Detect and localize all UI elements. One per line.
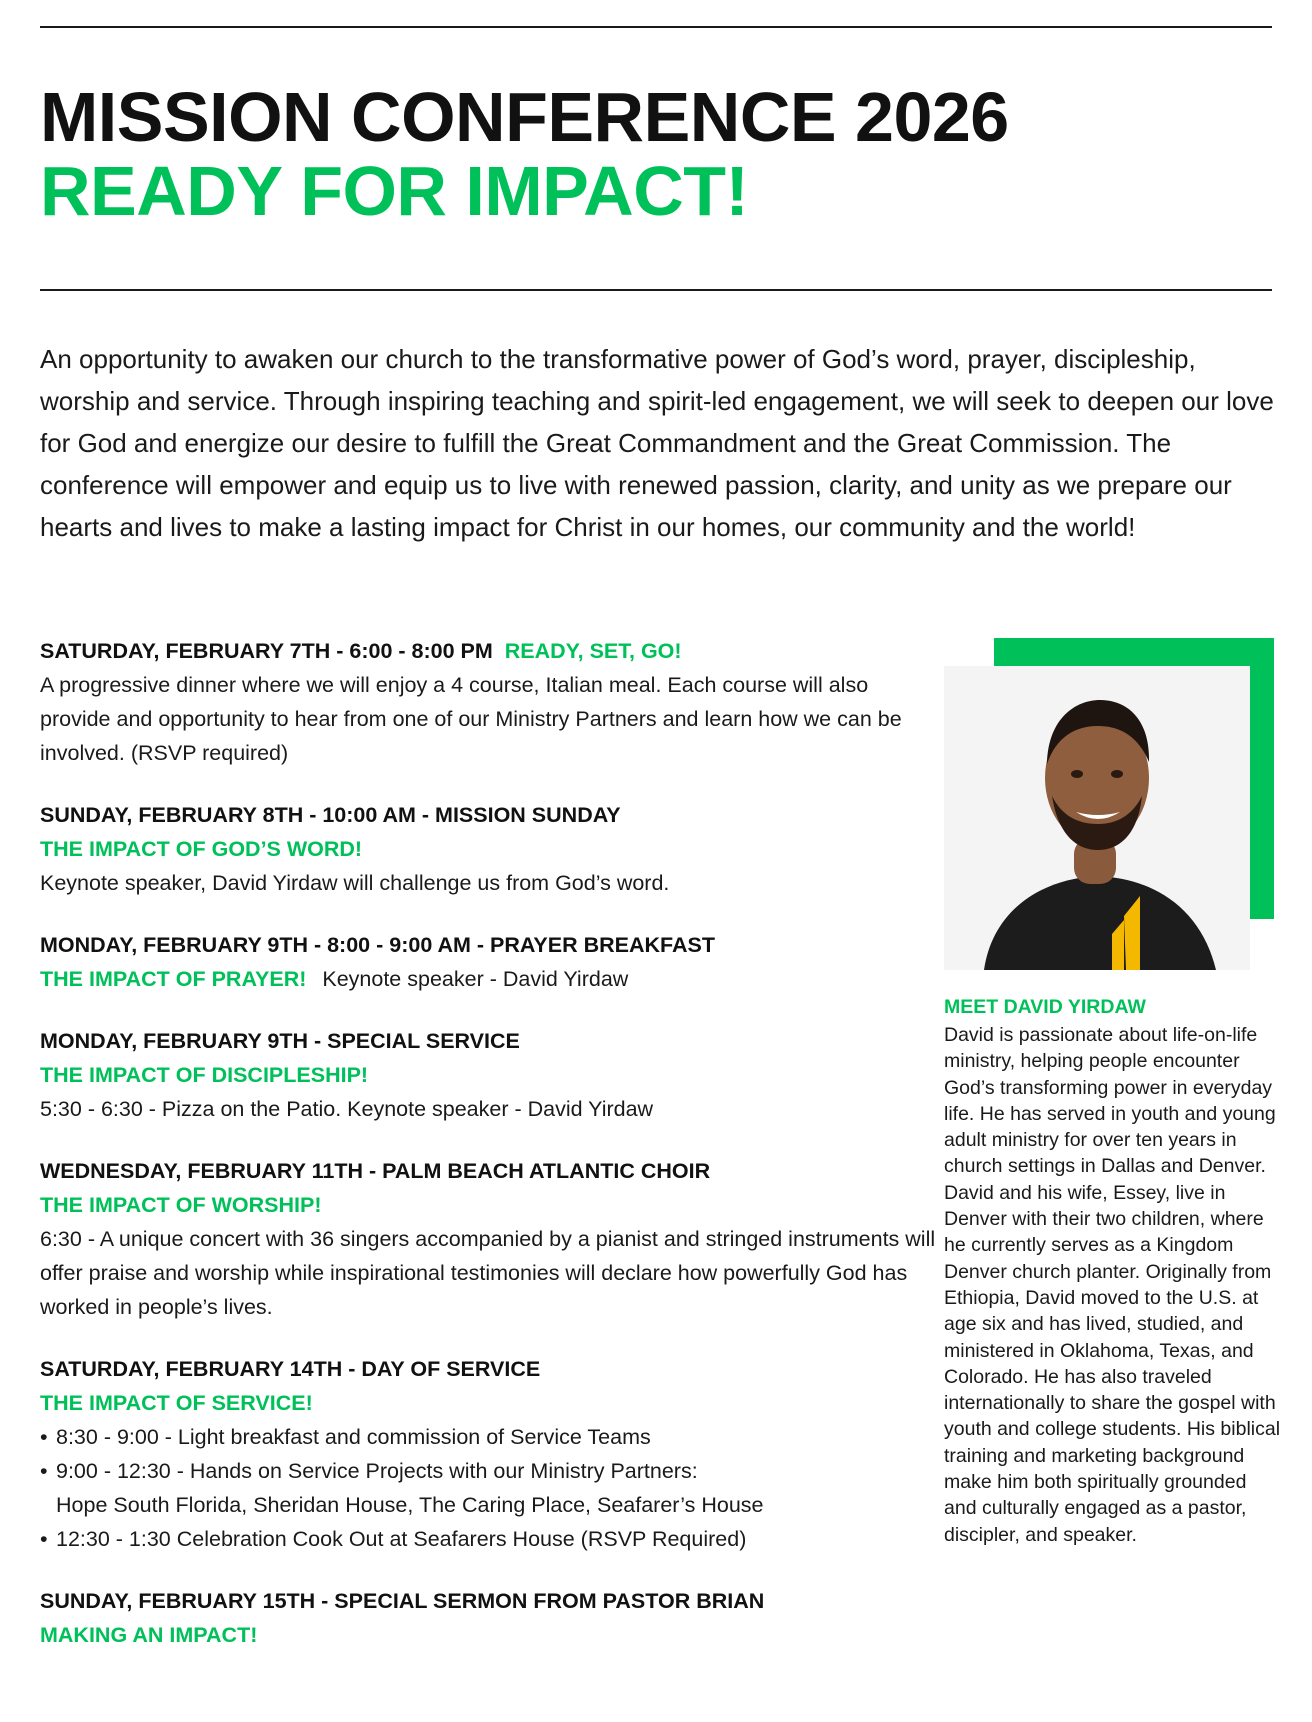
- event-item: [40, 1024, 940, 1126]
- event-description: Keynote speaker, David Yirdaw will challenge us from God’s word.: [40, 871, 670, 895]
- event-theme: THE IMPACT OF GOD’S WORD!: [40, 837, 363, 861]
- event-item: [40, 1584, 940, 1652]
- event-description: 6:30 - A unique concert with 36 singers accompanied by a pianist and stringed instruments will offer praise and worship while inspirational testimonies will declare how powerfully God has worked in people’s lives.: [40, 1227, 936, 1319]
- event-item: [40, 1352, 940, 1556]
- speaker-portrait-illustration: [944, 666, 1250, 970]
- list-item: • 12:30 - 1:30 Celebration Cook Out at Seafarers House (RSVP Required): [40, 1527, 747, 1551]
- speaker-photo: [944, 666, 1250, 970]
- event-item: [40, 634, 940, 770]
- event-theme: THE IMPACT OF PRAYER!: [40, 967, 307, 991]
- event-heading: SUNDAY, FEBRUARY 15TH - SPECIAL SERMON FROM PASTOR BRIAN: [40, 1589, 765, 1613]
- event-description: A progressive dinner where we will enjoy a 4 course, Italian meal. Each course will also provide and opportunity to hear from one of our Ministry Partners and learn how we can be involved. (RSVP required): [40, 673, 902, 765]
- event-heading: SUNDAY, FEBRUARY 8TH - 10:00 AM - MISSION SUNDAY: [40, 803, 621, 827]
- event-heading: MONDAY, FEBRUARY 9TH - SPECIAL SERVICE: [40, 1029, 520, 1053]
- event-theme-row: [40, 962, 940, 996]
- event-schedule: [40, 634, 940, 1680]
- event-item: [40, 928, 940, 996]
- list-item: • 8:30 - 9:00 - Light breakfast and commission of Service Teams: [40, 1425, 651, 1449]
- event-theme: THE IMPACT OF DISCIPLESHIP!: [40, 1063, 369, 1087]
- event-theme: MAKING AN IMPACT!: [40, 1623, 258, 1647]
- event-heading: WEDNESDAY, FEBRUARY 11TH - PALM BEACH ATLANTIC CHOIR: [40, 1159, 711, 1183]
- event-description: 5:30 - 6:30 - Pizza on the Patio. Keynote speaker - David Yirdaw: [40, 1097, 654, 1121]
- event-heading: SATURDAY, FEBRUARY 14TH - DAY OF SERVICE: [40, 1357, 541, 1381]
- speaker-bio: [944, 994, 1284, 1548]
- section-divider: [40, 289, 1272, 291]
- top-divider: [40, 26, 1272, 28]
- event-heading: [40, 634, 940, 668]
- event-theme: THE IMPACT OF SERVICE!: [40, 1391, 313, 1415]
- ministry-partners: Hope South Florida, Sheridan House, The Caring Place, Seafarer’s House: [56, 1493, 764, 1517]
- event-inline-note: Keynote speaker - David Yirdaw: [322, 967, 629, 991]
- event-tag: READY, SET, GO!: [504, 639, 682, 663]
- speaker-heading: MEET DAVID YIRDAW: [944, 996, 1146, 1018]
- list-item: • 9:00 - 12:30 - Hands on Service Projects with our Ministry Partners:: [40, 1459, 698, 1483]
- intro-paragraph: An opportunity to awaken our church to the transformative power of God’s word, prayer, discipleship, worship and service. Through inspiring teaching and spirit-led engagement, we will seek to deepen our love for God and energize our desire to fulfill the Great Commandment and the Great Commission. The conference will empower and equip us to live with renewed passion, clarity, and unity as we prepare our hearts and lives to make a lasting impact for Christ in our homes, our community and the world!: [40, 344, 1274, 542]
- event-theme: THE IMPACT OF WORSHIP!: [40, 1193, 322, 1217]
- page-title: [40, 80, 1009, 228]
- event-heading: MONDAY, FEBRUARY 9TH - 8:00 - 9:00 AM - PRAYER BREAKFAST: [40, 933, 715, 957]
- event-item: [40, 1154, 940, 1324]
- service-schedule-list: [40, 1420, 940, 1556]
- event-item: [40, 798, 940, 900]
- event-date: SATURDAY, FEBRUARY 7TH - 6:00 - 8:00 PM: [40, 639, 493, 663]
- subtitle-line: READY FOR IMPACT!: [40, 152, 749, 230]
- speaker-bio-text: David is passionate about life-on-life ministry, helping people encounter God’s transforming power in everyday life. He has served in youth and young adult ministry for over ten years in church settings in Dallas and Denver. David and his wife, Essey, live in Denver with their two children, where he currently serves as a Kingdom Denver church planter. Originally from Ethiopia, David moved to the U.S. at age six and has lived, studied, and ministered in Oklahoma, Texas, and Colorado. He has also traveled internationally to share the gospel with youth and college students. His biblical training and marketing background make him both spiritually grounded and culturally engaged as a pastor, discipler, and speaker.: [944, 1024, 1281, 1546]
- title-line: MISSION CONFERENCE 2026: [40, 78, 1009, 156]
